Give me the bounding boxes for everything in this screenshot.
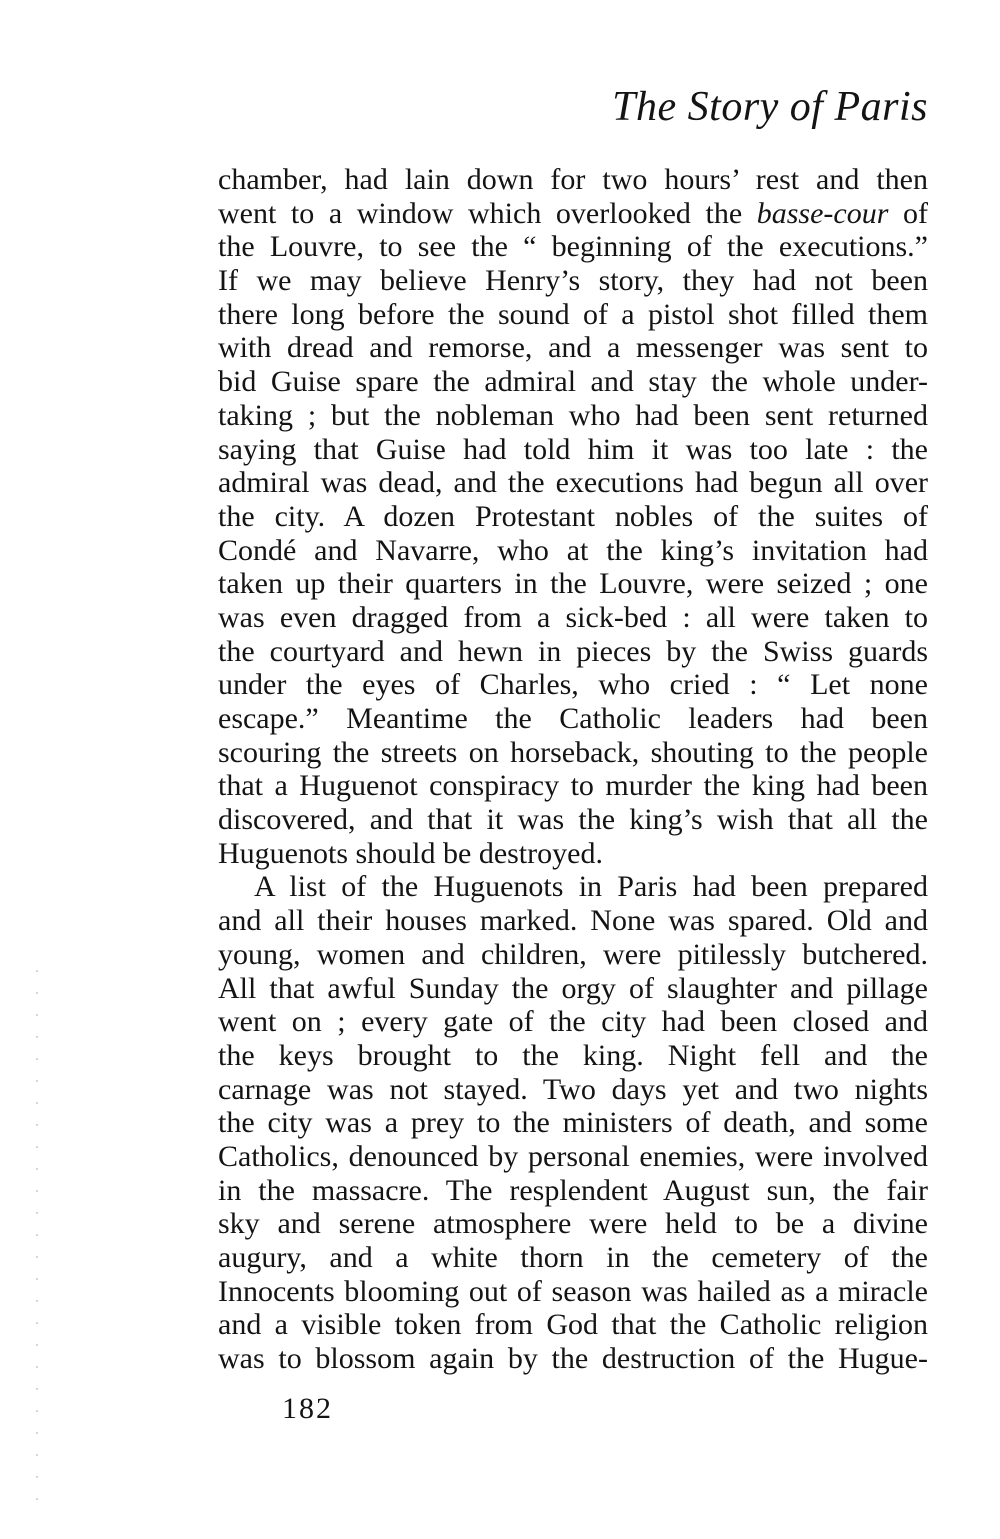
text-line: the city was a prey to the ministers of death, and some bbox=[218, 1106, 928, 1140]
text-line: that a Huguenot conspiracy to murder the king had been bbox=[218, 769, 928, 803]
text-line: and a visible token from God that the Catholic religion bbox=[218, 1308, 928, 1342]
text-line: carnage was not stayed. Two days yet and two nights bbox=[218, 1072, 928, 1106]
text-line: the courtyard and hewn in pieces by the Swiss guards bbox=[218, 634, 928, 668]
text-line: under the eyes of Charles, who cried : “ Let none bbox=[218, 668, 928, 702]
text-line: admiral was dead, and the executions had begun all over bbox=[218, 466, 928, 500]
text-line: young, women and children, were pitilessly butchered. bbox=[218, 937, 928, 971]
text-line: discovered, and that it was the king’s wish that all the bbox=[218, 803, 928, 837]
text-line: chamber, had lain down for two hours’ rest and then bbox=[218, 163, 928, 196]
text-line: the Louvre, to see the “ beginning of the executions.” bbox=[218, 230, 928, 264]
text-line: Catholics, denounced by personal enemies, were involved bbox=[218, 1139, 928, 1173]
running-title: The Story of Paris bbox=[612, 84, 928, 130]
text-line: taken up their quarters in the Louvre, were seized ; one bbox=[218, 567, 928, 601]
text-line: A list of the Huguenots in Paris had been prepared bbox=[254, 870, 928, 904]
text-line: All that awful Sunday the orgy of slaughter and pillage bbox=[218, 971, 928, 1005]
text-line: with dread and remorse, and a messenger was sent to bbox=[218, 331, 928, 365]
text-line: was to blossom again by the destruction of the Hugue- bbox=[218, 1342, 928, 1376]
text-line: and all their houses marked. None was spared. Old and bbox=[218, 904, 928, 938]
scan-specks bbox=[34, 960, 40, 1520]
text-line: saying that Guise had told him it was too late : the bbox=[218, 432, 928, 466]
text-line: the keys brought to the king. Night fell and the bbox=[218, 1038, 928, 1072]
text-line: If we may believe Henry’s story, they had not been bbox=[218, 264, 928, 298]
text-line: went on ; every gate of the city had been closed and bbox=[218, 1005, 928, 1039]
text-line: sky and serene atmosphere were held to be a divine bbox=[218, 1207, 928, 1241]
text-line: there long before the sound of a pistol shot filled them bbox=[218, 297, 928, 331]
page-number: 182 bbox=[282, 1392, 333, 1425]
text-line: escape.” Meantime the Catholic leaders had been bbox=[218, 702, 928, 735]
text-line: Innocents blooming out of season was hailed as a miracle bbox=[218, 1274, 928, 1308]
italic-term: basse-cour bbox=[756, 196, 889, 230]
text-line: was even dragged from a sick-bed : all were taken to bbox=[218, 600, 928, 634]
text-line: augury, and a white thorn in the cemetery of the bbox=[218, 1241, 928, 1274]
text-line: in the massacre. The resplendent August sun, the fair bbox=[218, 1173, 928, 1207]
text-line: scouring the streets on horseback, shouting to the people bbox=[218, 735, 928, 769]
text-line: Condé and Navarre, who at the king’s invitation had bbox=[218, 533, 928, 567]
text-line: the city. A dozen Protestant nobles of the suites of bbox=[218, 499, 928, 533]
text-line: went to a window which overlooked the basse-cour of bbox=[218, 196, 928, 230]
text-line: Huguenots should be destroyed. bbox=[218, 836, 603, 870]
body-text bbox=[218, 163, 928, 1376]
text-line: bid Guise spare the admiral and stay the whole under- bbox=[218, 365, 928, 399]
text-line: taking ; but the nobleman who had been sent returned bbox=[218, 398, 928, 432]
